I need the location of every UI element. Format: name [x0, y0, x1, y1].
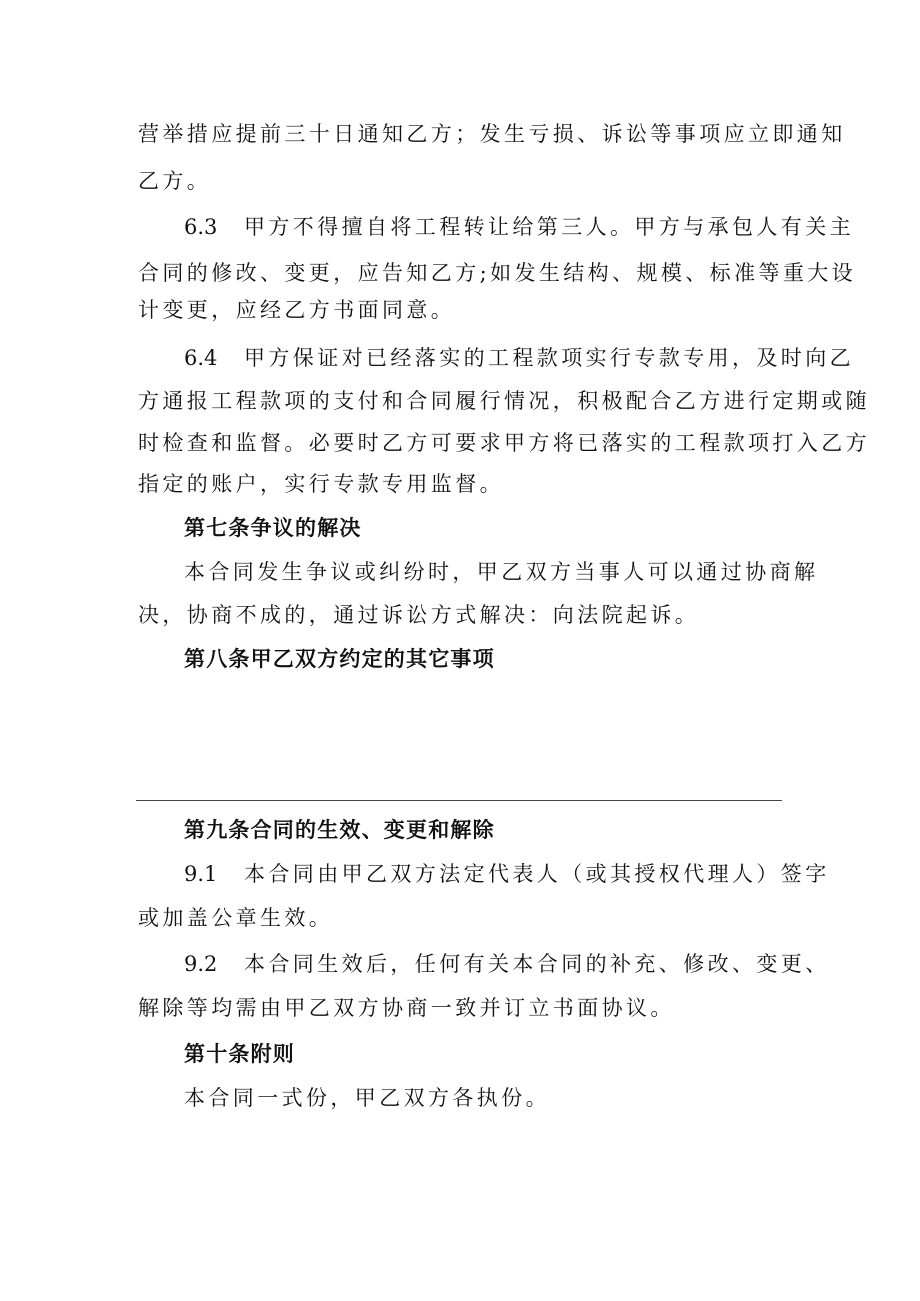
clause-9-1-text: 本合同由甲乙双方法定代表人（或其授权代理人）签字: [244, 862, 830, 886]
clause-6-2-line-2: 乙方。: [138, 169, 212, 193]
clause-9-2-line-2: 解除等均需由甲乙双方协商一致并订立书面协议。: [138, 996, 675, 1020]
clause-6-3-text: 甲方不得擅自将工程转让给第三人。甲方与承包人有关主: [244, 215, 854, 239]
clause-6-3-line-1: [184, 213, 854, 241]
clause-9-1-number: 9.1: [184, 862, 218, 886]
clause-6-4-line-2: 方通报工程款项的支付和合同履行情况，积极配合乙方进行定期或随: [138, 389, 870, 413]
clause-6-2-line-1: 营举措应提前三十日通知乙方；发生亏损、诉讼等事项应立即通知: [138, 122, 846, 146]
clause-6-4-line-1: [184, 344, 854, 372]
article-10-heading: 第十条附则: [184, 1041, 295, 1066]
clause-6-3-line-3: 计变更，应经乙方书面同意。: [138, 298, 456, 322]
clause-6-4-line-4: 指定的账户，实行专款专用监督。: [138, 472, 504, 496]
article-7-line-2: 决，协商不成的，通过诉讼方式解决：向法院起诉。: [138, 603, 700, 627]
article-7-line-1: 本合同发生争议或纠纷时，甲乙双方当事人可以通过协商解: [184, 560, 819, 584]
clause-6-4-line-3: 时检查和监督。必要时乙方可要求甲方将已落实的工程款项打入乙方: [138, 431, 870, 455]
clause-9-2-line-1: [184, 950, 830, 978]
clause-9-2-text: 本合同生效后，任何有关本合同的补充、修改、变更、: [244, 952, 830, 976]
clause-6-3-number: 6.3: [184, 215, 218, 239]
clause-6-4-text: 甲方保证对已经落实的工程款项实行专款专用，及时向乙: [244, 346, 854, 370]
blank-fill-line: [136, 800, 782, 801]
article-9-heading: 第九条合同的生效、变更和解除: [184, 817, 495, 842]
article-8-heading: 第八条甲乙双方约定的其它事项: [184, 646, 495, 671]
article-7-heading: 第七条争议的解决: [184, 515, 362, 540]
clause-6-3-line-2: 合同的修改、变更，应告知乙方;如发生结构、规模、标准等重大设: [138, 261, 857, 285]
article-10-line-1: 本合同一式份，甲乙双方各执份。: [184, 1086, 550, 1110]
clause-9-1-line-2: 或加盖公章生效。: [138, 906, 334, 930]
clause-6-4-number: 6.4: [184, 346, 218, 370]
clause-9-2-number: 9.2: [184, 952, 218, 976]
clause-9-1-line-1: [184, 860, 830, 888]
